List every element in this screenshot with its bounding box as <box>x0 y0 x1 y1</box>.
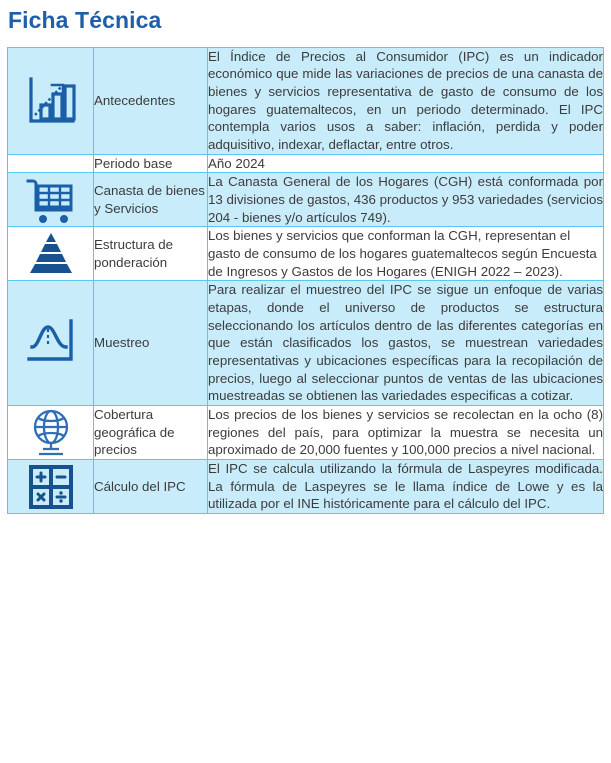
row-icon-cell <box>8 460 94 514</box>
calculator-icon <box>8 462 93 512</box>
table-row <box>8 227 604 281</box>
row-description: Los bienes y servicios que conforman la CGH, representan el gasto de consumo de los hogares guatemaltecos según Encuesta de Ingresos y Gastos de los Hogares (ENIGH 2022 – 2023). <box>208 227 604 281</box>
row-description: El IPC se calcula utilizando la fórmula de Laspeyres modificada. La fórmula de Laspeyres se le llama índice de Lowe y es la utilizada por el INE históricamente para el cálculo del IPC. <box>208 460 604 514</box>
row-description: Para realizar el muestreo del IPC se sigue un enfoque de varias etapas, donde el universo de productos se estructura seleccionando los artículos dentro de las diferentes categorías en que están clasificados los gastos, se muestrean variedades representativas y ubicaciones específicas para la recopilación de precios, luego al seleccionar puntos de ventas de las ubicaciones muestreadas se obtienen las variedades especificas a cotizar. <box>208 281 604 406</box>
row-description: Los precios de los bienes y servicios se recolectan en la ocho (8) regiones del país, para optimizar la muestra se necesita un aproximado de 20,000 fuentes y 100,000 precios a nivel nacional. <box>208 406 604 460</box>
row-description: Año 2024 <box>208 154 604 173</box>
table-row <box>8 173 604 227</box>
table-row <box>8 460 604 514</box>
shopping-cart-icon <box>8 174 93 226</box>
row-icon-cell <box>8 281 94 406</box>
page-title: Ficha Técnica <box>8 7 162 33</box>
row-icon-cell <box>8 406 94 460</box>
row-label: Canasta de bienes y Servicios <box>94 173 208 227</box>
row-label: Cobertura geográfica de precios <box>94 406 208 460</box>
table-row <box>8 154 604 173</box>
row-label: Antecedentes <box>94 47 208 154</box>
row-icon-cell <box>8 154 94 173</box>
row-description: El Índice de Precios al Consumidor (IPC) es un indicador económico que mide las variaciones de precios de una canasta de bienes y servicios representativa de gasto de consumo de los hogares guatemaltecos, en un periodo determinado. El IPC contempla varios usos a saber: inflación, perdida y poder adquisitivo, indexar, deflactar, entre otros. <box>208 47 604 154</box>
row-label: Muestreo <box>94 281 208 406</box>
table-row <box>8 406 604 460</box>
pyramid-layers-icon <box>8 231 93 277</box>
ficha-tecnica-table <box>7 47 604 514</box>
globe-stand-icon <box>8 407 93 459</box>
table-row <box>8 281 604 406</box>
table-row <box>8 47 604 154</box>
row-icon-cell <box>8 173 94 227</box>
row-label: Cálculo del IPC <box>94 460 208 514</box>
row-label: Periodo base <box>94 154 208 173</box>
row-label: Estructura de ponderación <box>94 227 208 281</box>
bar-chart-growth-icon <box>8 73 93 129</box>
bell-curve-chart-icon <box>8 317 93 369</box>
row-icon-cell <box>8 47 94 154</box>
table-body <box>8 47 604 513</box>
row-icon-cell <box>8 227 94 281</box>
row-description: La Canasta General de los Hogares (CGH) está conformada por 13 divisiones de gastos, 436 productos y 953 variedades (servicios 204 - bienes y/o artículos 749). <box>208 173 604 227</box>
